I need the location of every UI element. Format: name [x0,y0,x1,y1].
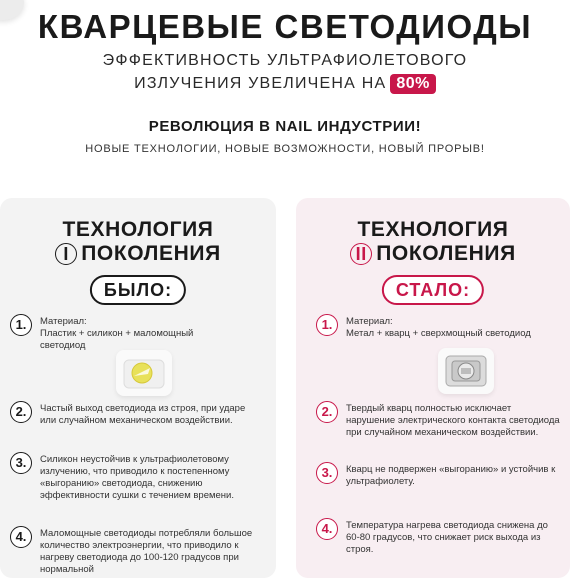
gen1-heading-line2 [0,242,276,266]
subtitle-line-2-text: ИЗЛУЧЕНИЯ УВЕЛИЧЕНА НА [134,75,387,92]
led-image [116,350,172,396]
item-text: Силикон неустойчив к ультрафиолетовому излучению, что приводило к постепенному «выгоранию» светодиода, снижению эффективности сушки с течением времени. [40,454,234,501]
gen1-card [0,198,276,578]
tagline: НОВЫЕ ТЕХНОЛОГИИ, НОВЫЕ ВОЗМОЖНОСТИ, НОВЫЙ ПРОРЫВ! [85,143,485,155]
list-item [10,403,255,427]
item-number: 1. [10,314,32,336]
item-text: Материал: Пластик + силикон + маломощный светодиод [40,316,194,351]
item-text: Частый выход светодиода из строя, при ударе или случайном механическом воздействии. [40,403,246,426]
page-title: КВАРЦЕВЫЕ СВЕТОДИОДЫ [37,8,533,45]
item-number: 4. [10,526,32,548]
list-item [316,403,561,439]
roman-numeral-badge: I [55,243,77,265]
item-text: Маломощные светодиоды потребляли большое количество электроэнергии, что приводило к нагреву светодиода до 100-120 градусов при нормальной [40,528,253,575]
before-label: БЫЛО: [90,275,186,305]
item-number: 2. [10,401,32,423]
list-item [10,454,255,502]
item-number: 3. [316,462,338,484]
gen2-heading-word: ПОКОЛЕНИЯ [376,242,516,265]
item-number: 1. [316,314,338,336]
item-text: Твердый кварц полностью исключает нарушение электрического контакта светодиода при случайном механическом воздействии. [346,403,560,438]
item-text: Кварц не подвержен «выгоранию» и устойчив к ультрафиолету. [346,464,556,487]
list-item [316,316,541,340]
percent-badge: 80% [390,74,436,94]
gen2-heading-line2 [296,242,570,266]
list-item [316,464,561,488]
subtitle-line-1: ЭФФЕКТИВНОСТЬ УЛЬТРАФИОЛЕТОВОГО [102,52,468,69]
item-number: 3. [10,452,32,474]
list-item [10,316,235,352]
list-item [316,520,561,556]
gen1-heading-line1: ТЕХНОЛОГИЯ [62,218,214,241]
gen2-heading-line1: ТЕХНОЛОГИЯ [357,218,509,241]
list-item [10,528,255,576]
revolution-heading: РЕВОЛЮЦИЯ В NAIL ИНДУСТРИИ! [148,118,422,135]
item-number: 2. [316,401,338,423]
gen2-card [296,198,570,578]
item-number: 4. [316,518,338,540]
roman-numeral-badge: II [350,243,372,265]
item-text: Температура нагрева светодиода снижена до 60-80 градусов, что снижает риск выхода из строя. [346,520,548,555]
gen1-heading-word: ПОКОЛЕНИЯ [81,242,221,265]
led-image [438,348,494,394]
subtitle-line-2 [0,74,570,94]
after-label: СТАЛО: [382,275,484,305]
item-text: Материал: Метал + кварц + сверхмощный светодиод [346,316,531,339]
